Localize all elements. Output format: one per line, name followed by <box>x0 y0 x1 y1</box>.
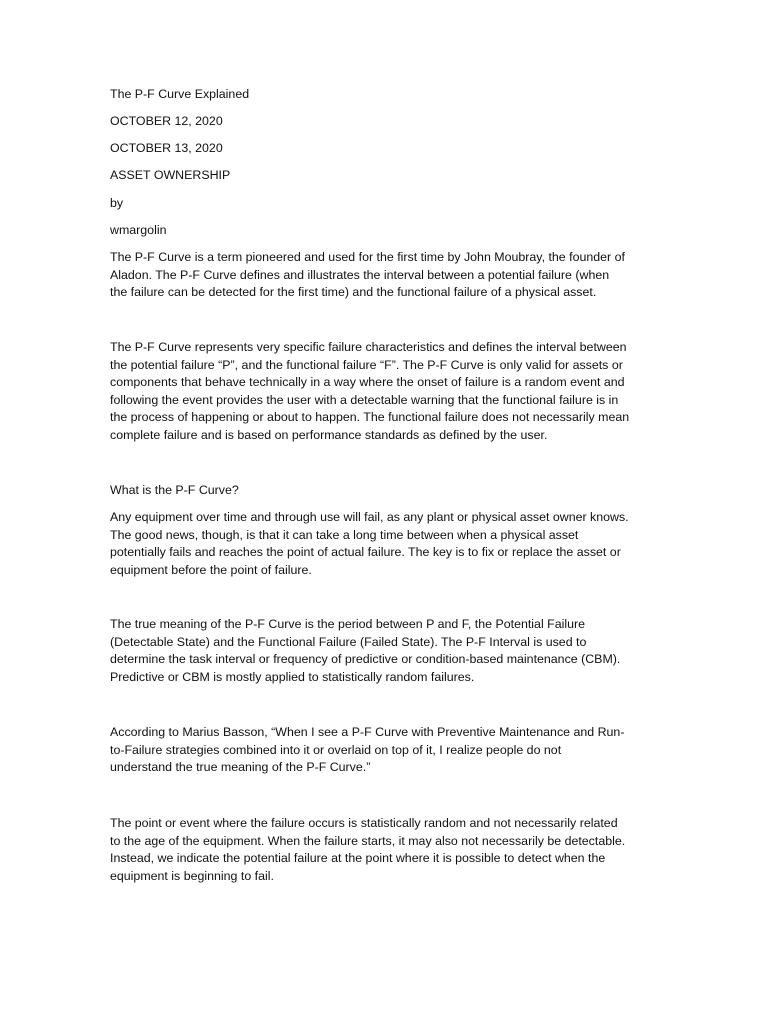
date-line-2: OCTOBER 13, 2020 <box>110 141 223 155</box>
paragraph-line: The good news, though, is that it can take a long time between when a physical asset <box>110 527 579 542</box>
paragraph-line: The P-F Curve is a term pioneered and used for the first time by John Moubray, the founder of <box>110 250 625 264</box>
section-heading: What is the P-F Curve? <box>110 483 239 497</box>
paragraph-quote <box>110 724 658 777</box>
category-label: ASSET OWNERSHIP <box>110 168 231 182</box>
paragraph-line: Any equipment over time and through use will fail, as any plant or physical asset owner knows. <box>110 510 629 524</box>
paragraph-line: to-Failure strategies combined into it or overlaid on top of it, I realize people do not <box>110 742 562 757</box>
paragraph-line: Predictive or CBM is mostly applied to statistically random failures. <box>110 669 475 684</box>
paragraph-characteristics <box>110 339 658 445</box>
paragraph-line: the potential failure “P”, and the functional failure “F”. The P-F Curve is only valid for assets or <box>110 357 623 372</box>
paragraph-line: the failure can be detected for the first time) and the functional failure of a physical asset. <box>110 285 597 300</box>
paragraph-line: (Detectable State) and the Functional Failure (Failed State). The P-F Interval is used to <box>110 634 587 649</box>
paragraph-line: equipment before the point of failure. <box>110 562 312 577</box>
paragraph-line: understand the true meaning of the P-F Curve.” <box>110 760 371 775</box>
document-title: The P-F Curve Explained <box>110 87 250 101</box>
paragraph-line: following the event provides the user with a detectable warning that the functional failure is in <box>110 392 619 407</box>
paragraph-meaning <box>110 616 658 686</box>
paragraph-failure-point <box>110 815 658 885</box>
paragraph-line: The true meaning of the P-F Curve is the period between P and F, the Potential Failure <box>110 617 586 631</box>
paragraph-line: to the age of the equipment. When the failure starts, it may also not necessarily be detectable. <box>110 833 626 848</box>
paragraph-line: components that behave technically in a way where the onset of failure is a random event and <box>110 375 625 390</box>
paragraph-line: complete failure and is based on performance standards as defined by the user. <box>110 427 548 442</box>
paragraph-equipment <box>110 509 658 579</box>
paragraph-line: potentially fails and reaches the point of actual failure. The key is to fix or replace the asset or <box>110 545 621 560</box>
date-line-1: OCTOBER 12, 2020 <box>110 114 223 128</box>
paragraph-line: The P-F Curve represents very specific failure characteristics and defines the interval between <box>110 340 627 354</box>
paragraph-line: Aladon. The P-F Curve defines and illustrates the interval between a potential failure (when <box>110 267 610 282</box>
byline-label: by <box>110 196 124 210</box>
paragraph-line: Instead, we indicate the potential failure at the point where it is possible to detect when the <box>110 851 606 866</box>
paragraph-line: According to Marius Basson, “When I see a P-F Curve with Preventive Maintenance and Run- <box>110 725 625 739</box>
paragraph-line: determine the task interval or frequency of predictive or condition-based maintenance (CBM). <box>110 652 621 667</box>
paragraph-line: equipment is beginning to fail. <box>110 868 274 883</box>
paragraph-intro <box>110 249 658 302</box>
author-name: wmargolin <box>110 223 167 237</box>
paragraph-line: the process of happening or about to happen. The functional failure does not necessarily mean <box>110 410 630 425</box>
paragraph-line: The point or event where the failure occurs is statistically random and not necessarily related <box>110 816 618 830</box>
